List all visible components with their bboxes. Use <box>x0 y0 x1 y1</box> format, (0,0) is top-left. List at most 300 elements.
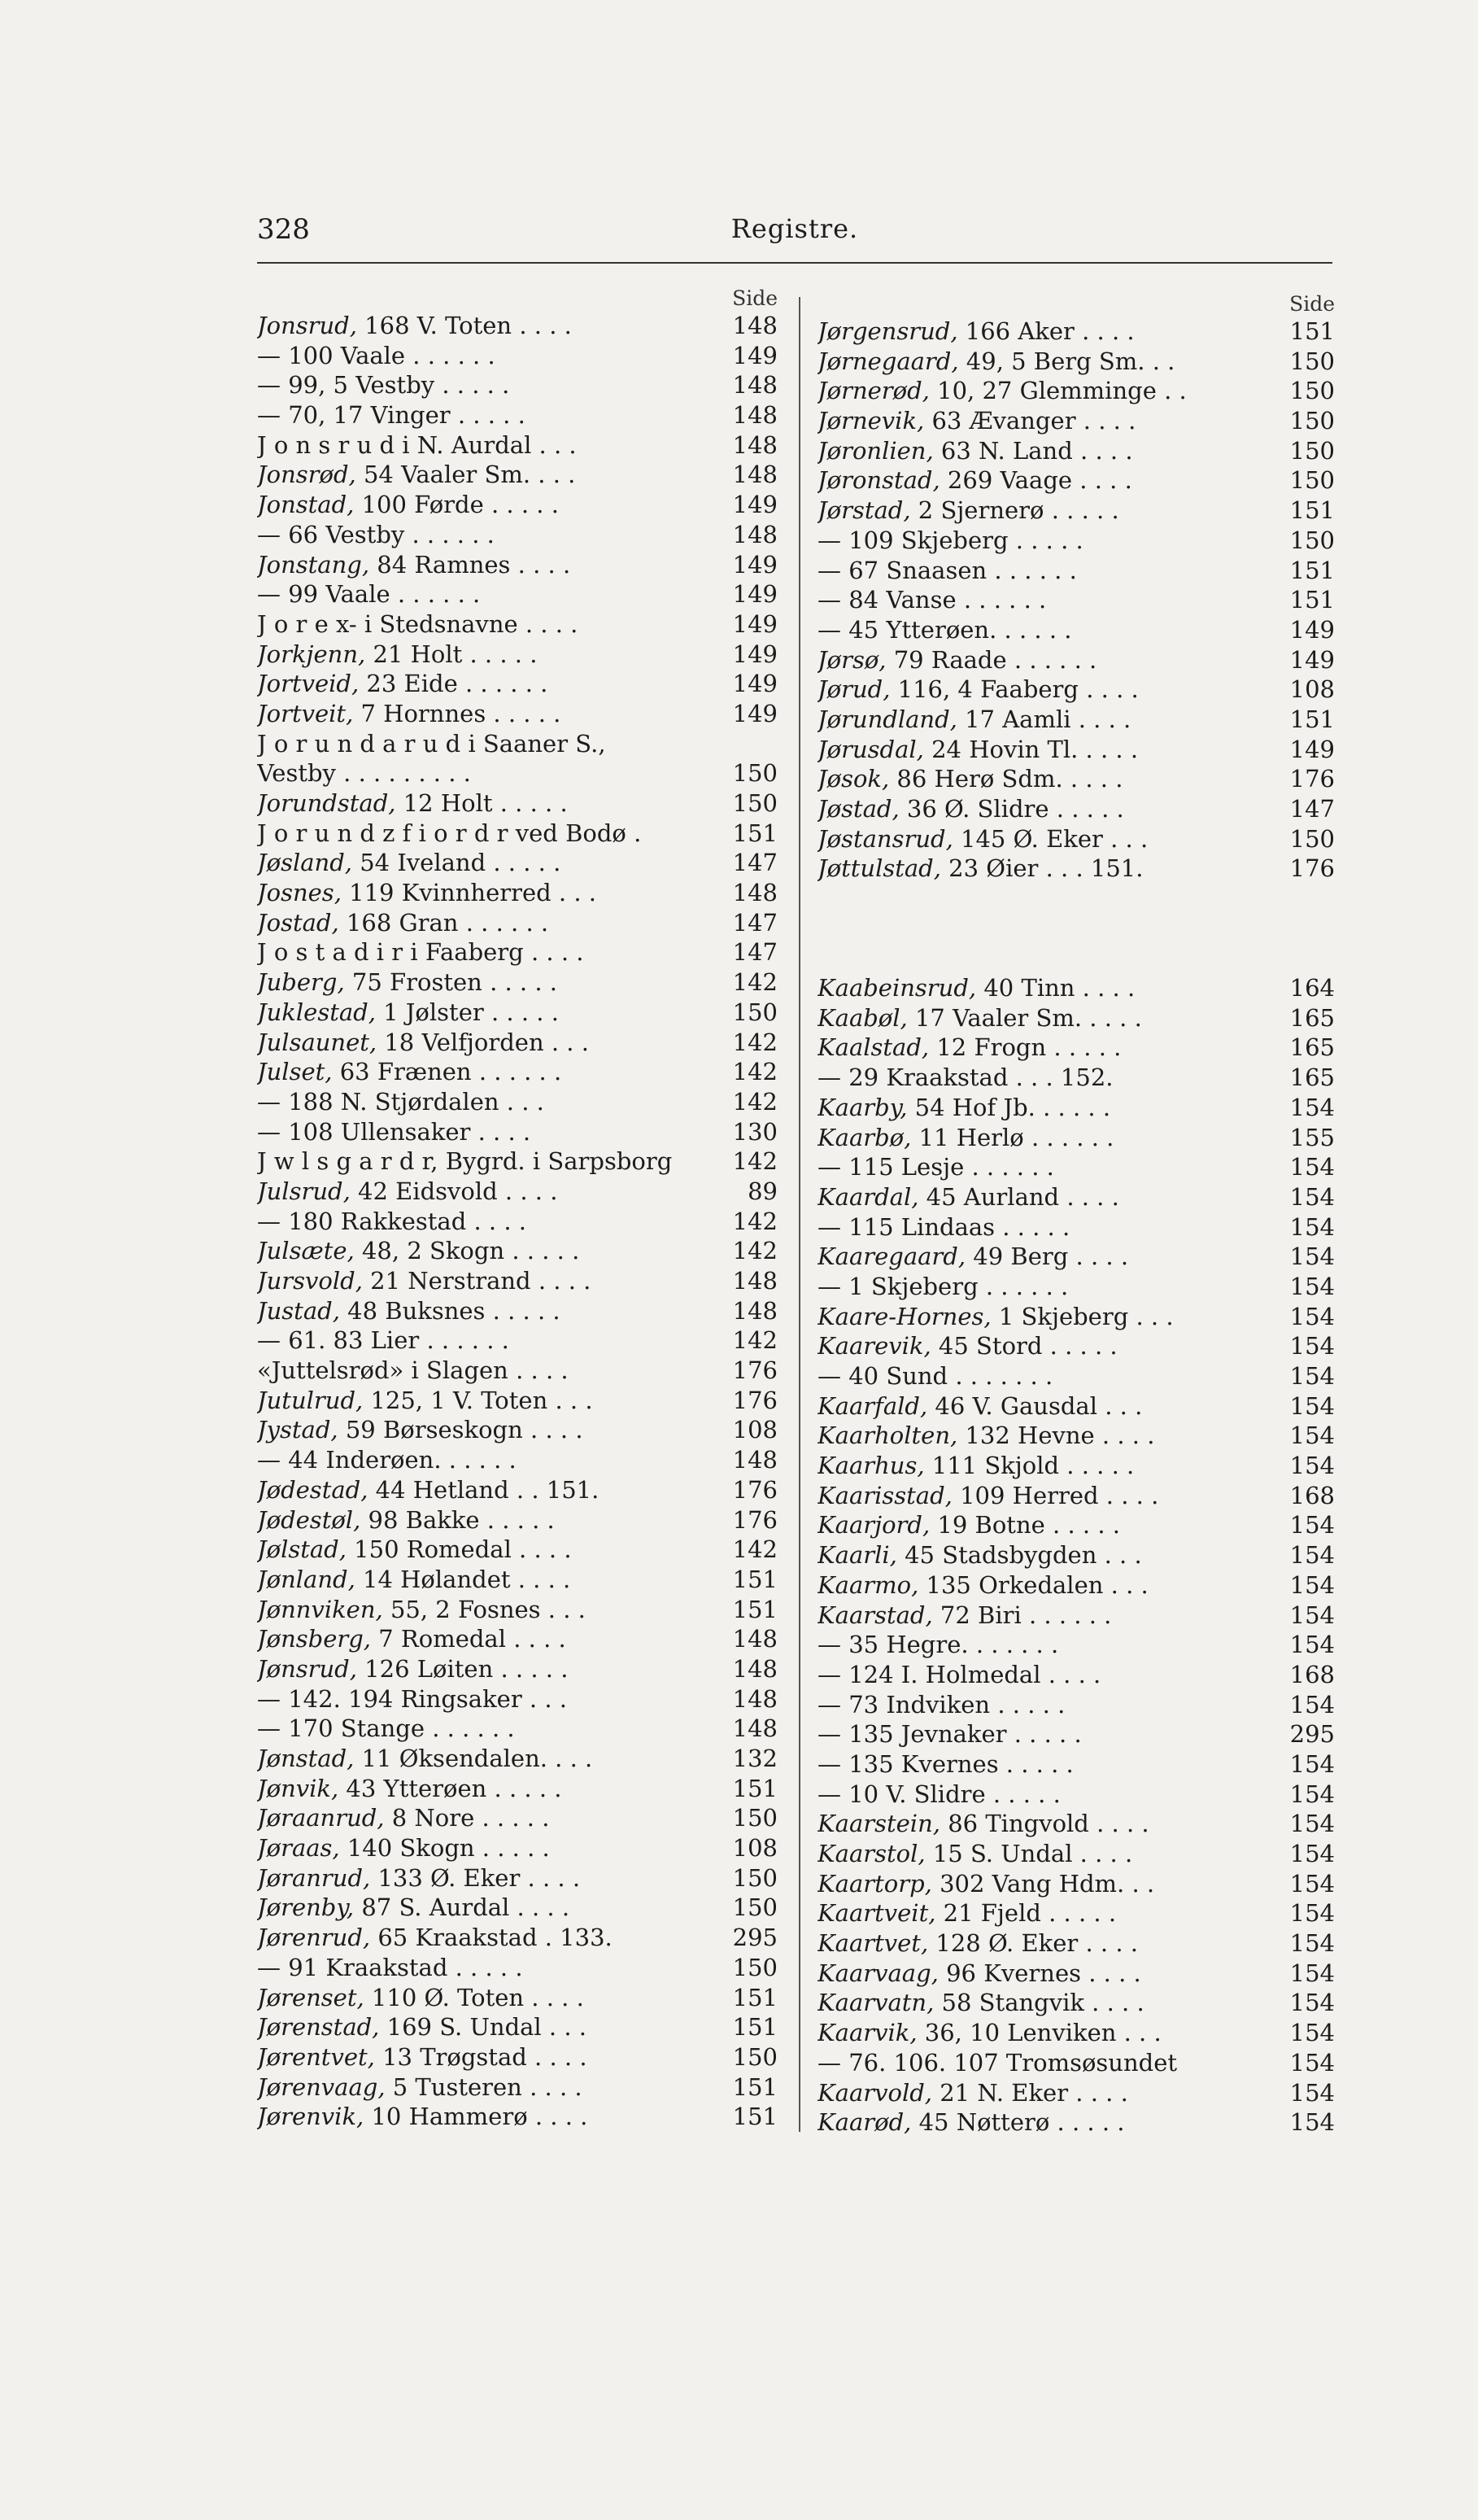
entry-page: 151 <box>732 819 778 847</box>
entry-name: Jorkjenn, <box>257 640 366 668</box>
entry-name: Jonstad, <box>257 491 355 519</box>
index-entry <box>817 1959 1335 1989</box>
entry-page: 148 <box>732 1654 778 1683</box>
entry-text <box>257 1923 728 1953</box>
entry-text <box>817 1869 1285 1899</box>
page-number: 328 <box>257 213 310 246</box>
entry-page: 150 <box>1289 407 1335 435</box>
entry-page: 176 <box>1289 854 1335 883</box>
entry-page: 149 <box>732 580 778 609</box>
entry-name: Jørenstad, <box>257 2013 380 2042</box>
index-entry <box>817 1660 1335 1690</box>
entry-text <box>257 729 773 759</box>
page-header <box>257 213 1332 251</box>
entry-name: Kaarisstad, <box>817 1481 953 1509</box>
entry-name: Kaarvatn, <box>817 1989 935 2017</box>
entry-text <box>257 311 728 341</box>
index-entry <box>257 998 778 1028</box>
index-entry <box>257 1087 778 1117</box>
index-entry <box>817 406 1335 436</box>
entry-name: Jørundland, <box>817 705 957 733</box>
entry-location: — 76. 106. 107 Tromsøsundet <box>817 2048 1178 2077</box>
entry-text <box>257 1565 728 1595</box>
entry-location: 65 Kraakstad . 133. <box>370 1924 613 1952</box>
entry-text <box>817 585 1285 615</box>
entry-text <box>257 1386 728 1416</box>
entry-name: Kaabeinsrud, <box>817 974 977 1002</box>
entry-location: 110 Ø. Toten . . . . <box>364 1983 584 2011</box>
entry-name: Jønstad, <box>257 1745 355 1772</box>
entry-text <box>817 317 1285 347</box>
entry-name: Kaarli, <box>817 1541 897 1570</box>
index-entry <box>257 1714 778 1744</box>
entry-text <box>817 556 1285 586</box>
index-entry <box>257 819 778 849</box>
entry-text <box>817 2078 1285 2108</box>
entry-page: 89 <box>748 1177 778 1205</box>
entry-text <box>257 878 728 908</box>
entry-page: 142 <box>732 1087 778 1116</box>
entry-location: 100 Førde . . . . . <box>354 491 559 519</box>
entry-text <box>817 1690 1285 1720</box>
entry-location: 116, 4 Faaberg . . . . <box>890 675 1139 704</box>
entry-text <box>257 699 728 729</box>
entry-page: 154 <box>1289 1601 1335 1629</box>
entry-text <box>257 1207 728 1237</box>
entry-location: 45 Stadsbygden . . . <box>896 1541 1142 1570</box>
entry-page: 142 <box>732 1147 778 1176</box>
entry-text <box>257 1117 728 1147</box>
entry-page: 148 <box>732 879 778 907</box>
entry-name: Jøstad, <box>817 795 900 823</box>
entry-name: Jortveit, <box>257 699 354 727</box>
entry-page: 154 <box>1289 1272 1335 1300</box>
index-entry <box>257 579 778 609</box>
entry-text <box>817 1481 1285 1511</box>
entry-page: 150 <box>1289 377 1335 405</box>
entry-text <box>817 526 1285 556</box>
entry-name: Julset, <box>257 1058 333 1086</box>
index-entry <box>257 788 778 819</box>
entry-location: 45 Aurland . . . . <box>918 1182 1119 1211</box>
entry-name: Jørenvik, <box>257 2103 364 2131</box>
entry-location: 1 Jølster . . . . . <box>375 998 559 1026</box>
entry-name: Jødestad, <box>257 1475 368 1504</box>
entry-page: 168 <box>1289 1481 1335 1509</box>
entry-page: 165 <box>1289 1003 1335 1032</box>
entry-location: — 115 Lindaas . . . . . <box>817 1212 1070 1241</box>
index-entry <box>817 1451 1335 1481</box>
entry-page: 142 <box>732 1326 778 1355</box>
entry-text <box>817 1123 1285 1153</box>
index-entry <box>257 1953 778 1983</box>
entry-page: 150 <box>732 1953 778 1981</box>
entry-location: J o r u n d a r u d i Saaner S., <box>257 729 606 758</box>
entry-text <box>817 615 1285 645</box>
index-entry <box>257 1774 778 1804</box>
entry-page: 154 <box>1289 1391 1335 1420</box>
entry-page: 151 <box>732 1774 778 1802</box>
entry-text <box>817 705 1285 735</box>
entry-name: Jølstad, <box>257 1535 347 1564</box>
entry-text <box>817 2018 1285 2048</box>
entry-location: 98 Bakke . . . . . <box>360 1505 555 1534</box>
entry-page: 151 <box>732 1595 778 1623</box>
entry-location: — 40 Sund . . . . . . . <box>817 1362 1053 1390</box>
index-entry <box>817 1123 1335 1153</box>
index-entry <box>817 436 1335 466</box>
entry-text <box>817 973 1285 1003</box>
left-entry-list <box>257 311 778 2132</box>
entry-text <box>817 1242 1285 1272</box>
entry-location: 43 Ytterøen . . . . . <box>338 1774 562 1802</box>
index-entry <box>817 1063 1335 1093</box>
index-entry <box>817 376 1335 406</box>
index-entry <box>257 1236 778 1266</box>
entry-text <box>257 1266 728 1296</box>
index-entry <box>257 640 778 670</box>
entry-location: 10 Hammerø . . . . <box>364 2103 588 2131</box>
entry-page: 150 <box>732 2042 778 2071</box>
entry-page: 154 <box>1289 1690 1335 1719</box>
entry-name: Jørentvet, <box>257 2042 375 2071</box>
entry-location: 269 Vaage . . . . <box>940 466 1132 495</box>
entry-location: 140 Skogn . . . . . <box>339 1834 550 1863</box>
entry-name: Justad, <box>257 1296 340 1325</box>
entry-text <box>817 1749 1285 1780</box>
entry-location: 58 Stangvik . . . . <box>934 1989 1144 2017</box>
entry-page: 154 <box>1289 1989 1335 2017</box>
index-entry <box>817 526 1335 556</box>
entry-page: 148 <box>732 1296 778 1325</box>
entry-name: Kaarstol, <box>817 1840 926 1867</box>
entry-name: Kaabøl, <box>817 1003 908 1032</box>
index-entry <box>817 1212 1335 1243</box>
entry-page: 148 <box>732 1446 778 1474</box>
entry-location: — 108 Ullensaker . . . . <box>257 1117 531 1146</box>
entry-page: 148 <box>732 461 778 489</box>
entry-page: 147 <box>1289 795 1335 823</box>
index-entry <box>257 370 778 400</box>
entry-text <box>257 1356 728 1386</box>
entry-text <box>817 1451 1285 1481</box>
entry-location: 17 Aamli . . . . <box>957 705 1131 733</box>
entry-location: 79 Raade . . . . . . <box>886 645 1097 674</box>
entry-location: 45 Stord . . . . . <box>931 1332 1118 1360</box>
entry-page: 150 <box>1289 347 1335 375</box>
entry-text <box>817 675 1285 705</box>
entry-name: Juberg, <box>257 968 345 997</box>
entry-location: 17 Vaaler Sm. . . . . <box>907 1003 1142 1032</box>
entry-text <box>257 1028 728 1058</box>
entry-location: 21 Holt . . . . . <box>365 640 538 668</box>
entry-name: Jønnviken, <box>257 1595 383 1623</box>
entry-name: Jørusdal, <box>817 735 924 763</box>
entry-page: 154 <box>1289 1780 1335 1808</box>
entry-text <box>817 1003 1285 1033</box>
index-entry <box>817 1242 1335 1272</box>
index-entry <box>817 824 1335 854</box>
entry-text <box>257 520 728 550</box>
entry-page: 154 <box>1289 1810 1335 1838</box>
entry-text <box>817 1660 1285 1690</box>
entry-page: 154 <box>1289 1929 1335 1958</box>
entry-text <box>817 436 1285 466</box>
entry-page: 154 <box>1289 1182 1335 1211</box>
entry-page: 148 <box>732 430 778 459</box>
entry-page: 150 <box>1289 824 1335 853</box>
entry-location: — 135 Kvernes . . . . . <box>817 1749 1074 1778</box>
index-entry <box>817 645 1335 675</box>
index-entry <box>257 311 778 341</box>
entry-location: 86 Herø Sdm. . . . . <box>889 765 1123 793</box>
entry-name: Kaarvik, <box>817 2019 918 2047</box>
entry-name: Kaartorp, <box>817 1869 932 1898</box>
entry-text <box>257 669 728 699</box>
entry-location: 150 Romedal . . . . <box>346 1535 572 1564</box>
entry-text <box>257 2102 728 2132</box>
entry-text <box>817 465 1285 496</box>
entry-text <box>817 735 1285 765</box>
entry-page: 151 <box>732 2072 778 2101</box>
entry-text <box>817 1780 1285 1810</box>
index-entry <box>817 1749 1335 1780</box>
entry-page: 155 <box>1289 1123 1335 1151</box>
entry-name: Jødestøl, <box>257 1505 361 1534</box>
entry-page: 154 <box>1289 2108 1335 2137</box>
index-entry <box>257 520 778 550</box>
entry-text <box>817 1302 1285 1332</box>
entry-location: J o r u n d z f i o r d r ved Bodø . <box>257 819 642 847</box>
entry-text <box>817 2048 1285 2078</box>
entry-name: Jøstansrud, <box>817 824 953 853</box>
entry-location: 128 Ø. Eker . . . . <box>928 1929 1139 1958</box>
index-entry <box>257 1266 778 1296</box>
entry-name: Jørenby, <box>257 1893 355 1922</box>
entry-page: 149 <box>732 550 778 579</box>
right-column <box>817 292 1335 2138</box>
entry-text <box>817 1212 1285 1243</box>
entry-text <box>817 645 1285 675</box>
column-divider <box>799 297 800 2132</box>
entry-page: 154 <box>1289 1362 1335 1390</box>
entry-location: — 10 V. Slidre . . . . . <box>817 1780 1061 1808</box>
index-entry <box>817 317 1335 347</box>
entry-text <box>817 764 1285 794</box>
index-entry <box>257 1386 778 1416</box>
index-entry <box>817 1780 1335 1810</box>
entry-text <box>257 430 728 461</box>
entry-location: 11 Øksendalen. . . . <box>354 1745 593 1772</box>
entry-page: 295 <box>732 1924 778 1952</box>
entry-page: 154 <box>1289 1749 1335 1778</box>
index-entry <box>257 1296 778 1326</box>
entry-location: 96 Kvernes . . . . <box>938 1959 1141 1987</box>
entry-text <box>257 1296 728 1326</box>
entry-page: 154 <box>1289 2019 1335 2047</box>
entry-name: Kaarby, <box>817 1093 908 1121</box>
entry-page: 154 <box>1289 1959 1335 1987</box>
entry-name: Jørnevik, <box>817 407 925 435</box>
entry-text <box>257 1654 728 1684</box>
index-entry <box>257 878 778 908</box>
index-entry <box>817 2107 1335 2138</box>
entry-text <box>257 788 728 819</box>
entry-text <box>257 460 728 490</box>
left-column <box>257 286 778 2132</box>
index-entry <box>817 764 1335 794</box>
entry-name: Kaarmo, <box>817 1570 919 1599</box>
entry-page: 108 <box>1289 675 1335 704</box>
running-head: Registre. <box>730 213 859 244</box>
index-entry <box>257 1624 778 1654</box>
entry-page: 108 <box>732 1834 778 1863</box>
entry-text <box>257 998 728 1028</box>
index-entry <box>257 550 778 580</box>
entry-text <box>817 1391 1285 1422</box>
entry-location: 45 Nøtterø . . . . . <box>911 2108 1125 2137</box>
entry-page: 151 <box>1289 317 1335 345</box>
index-entry <box>817 1510 1335 1540</box>
entry-location: 46 V. Gausdal . . . <box>927 1391 1143 1420</box>
entry-page: 150 <box>732 998 778 1026</box>
index-entry <box>817 1601 1335 1631</box>
entry-text <box>257 967 728 998</box>
entry-text <box>817 1959 1285 1989</box>
entry-text <box>257 1087 728 1117</box>
entry-page: 154 <box>1289 1452 1335 1480</box>
index-entry <box>817 1898 1335 1928</box>
entry-page: 142 <box>732 968 778 997</box>
index-entry <box>257 699 778 729</box>
entry-text <box>817 1988 1285 2018</box>
entry-page: 149 <box>732 491 778 519</box>
entry-text <box>257 490 728 520</box>
index-entry <box>817 1630 1335 1660</box>
entry-location: 169 S. Undal . . . <box>379 2013 587 2042</box>
entry-page: 150 <box>732 789 778 817</box>
index-entry <box>257 1445 778 1475</box>
entry-text <box>257 1863 728 1893</box>
entry-page: 149 <box>732 609 778 638</box>
entry-location: 168 V. Toten . . . . <box>356 312 572 339</box>
entry-text <box>257 1833 728 1863</box>
index-entry <box>817 1839 1335 1869</box>
index-entry <box>257 1057 778 1087</box>
entry-location: 54 Iveland . . . . . <box>352 849 561 877</box>
entry-name: Jonstang, <box>257 550 370 579</box>
index-entry <box>817 854 1335 884</box>
entry-location: — 188 N. Stjørdalen . . . <box>257 1087 544 1116</box>
entry-location: 48, 2 Skogn . . . . . <box>354 1237 580 1265</box>
entry-location: 40 Tinn . . . . <box>976 974 1136 1002</box>
entry-location: 59 Børseskogn . . . . <box>338 1416 583 1444</box>
entry-page: 150 <box>732 759 778 788</box>
entry-page: 154 <box>1289 1302 1335 1330</box>
entry-name: Julsrud, <box>257 1177 351 1205</box>
entry-text <box>257 1535 728 1565</box>
entry-location: 19 Botne . . . . . <box>930 1511 1120 1540</box>
index-entry <box>257 758 778 788</box>
side-label: Side <box>1289 292 1335 316</box>
index-entry <box>257 430 778 461</box>
entry-location: 132 Hevne . . . . <box>957 1422 1155 1450</box>
entry-location: 75 Frosten . . . . . <box>344 968 558 997</box>
entry-location: — 109 Skjeberg . . . . . <box>817 526 1083 554</box>
entry-page: 168 <box>1289 1660 1335 1688</box>
index-entry <box>257 967 778 998</box>
entry-name: Kaartveit, <box>817 1899 936 1928</box>
entry-text <box>257 1505 728 1535</box>
entry-location: — 70, 17 Vinger . . . . . <box>257 401 525 430</box>
entry-name: Kaardal, <box>817 1182 919 1211</box>
index-entry <box>817 1152 1335 1182</box>
entry-text <box>257 1774 728 1804</box>
entry-text <box>817 1152 1285 1182</box>
index-entry <box>817 1869 1335 1899</box>
entry-location: J w l s g a r d r, Bygrd. i Sarpsborg <box>257 1147 673 1176</box>
entry-page: 151 <box>1289 705 1335 733</box>
entry-name: Julsæte, <box>257 1237 355 1265</box>
entry-page: 150 <box>732 1863 778 1892</box>
section-gap <box>817 884 1335 973</box>
entry-page: 148 <box>732 1684 778 1713</box>
entry-page: 147 <box>732 908 778 937</box>
entry-page: 149 <box>732 699 778 727</box>
entry-page: 154 <box>1289 1153 1335 1181</box>
entry-name: Kaarjord, <box>817 1511 931 1540</box>
index-entry <box>817 1540 1335 1570</box>
entry-page: 149 <box>732 341 778 369</box>
entry-page: 151 <box>1289 586 1335 614</box>
index-entry <box>257 341 778 371</box>
entry-text <box>817 1331 1285 1361</box>
index-entry <box>257 1833 778 1863</box>
entry-location: 109 Herred . . . . <box>952 1481 1159 1509</box>
entry-location: — 91 Kraakstad . . . . . <box>257 1953 523 1981</box>
entry-location: 7 Hornnes . . . . . <box>353 699 561 727</box>
entry-name: Jøraanrud, <box>257 1804 385 1832</box>
entry-text <box>257 400 728 430</box>
entry-page: 154 <box>1289 1511 1335 1540</box>
entry-name: Kaarvaag, <box>817 1959 939 1987</box>
entry-location: — 99 Vaale . . . . . . <box>257 580 481 609</box>
entry-location: 14 Hølandet . . . . <box>355 1565 571 1593</box>
entry-location: — 61. 83 Lier . . . . . . <box>257 1326 509 1355</box>
entry-name: Kaarbø, <box>817 1123 912 1151</box>
entry-name: Jursvold, <box>257 1267 363 1295</box>
entry-text <box>817 824 1285 854</box>
index-entry <box>817 1809 1335 1839</box>
index-entry <box>817 675 1335 705</box>
entry-page: 147 <box>732 849 778 877</box>
entry-name: Kaaregaard, <box>817 1243 966 1271</box>
entry-page: 142 <box>732 1058 778 1086</box>
entry-text <box>257 1624 728 1654</box>
index-entry <box>257 1893 778 1923</box>
entry-name: Jøttulstad, <box>817 854 941 883</box>
entry-page: 154 <box>1289 2048 1335 2077</box>
index-entry <box>257 1146 778 1177</box>
entry-text <box>257 908 728 938</box>
right-entry-list <box>817 317 1335 2138</box>
entry-text <box>817 1898 1285 1928</box>
entry-page: 149 <box>732 640 778 668</box>
entry-page: 108 <box>732 1416 778 1444</box>
index-entry <box>257 1744 778 1774</box>
entry-name: Jørenrud, <box>257 1924 371 1952</box>
entry-name: Kaartvet, <box>817 1929 929 1958</box>
